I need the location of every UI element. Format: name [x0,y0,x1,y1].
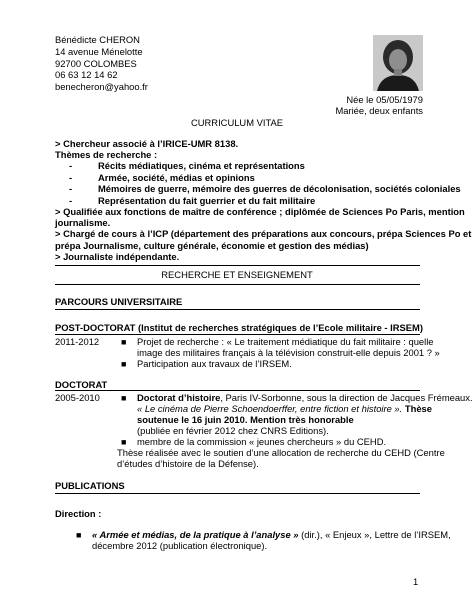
theme-dash: - [69,172,73,183]
theme-item: Armée, société, médias et opinions [98,172,255,183]
postdoc-heading [55,322,423,333]
doctorat-allocation-cont: d’études d’histoire de la Défense). [117,458,259,469]
themes-label: Thèmes de recherche : [55,149,158,160]
postdoc-item1-cont: image des militaires français à la télévision construit-elle depuis 2001 ? » [137,347,440,358]
document-title: CURRICULUM VITAE [190,117,284,128]
bullet-icon: ■ [76,530,82,540]
publication-item [92,529,451,540]
bullet-icon: ■ [121,393,127,403]
section-recherche-title: RECHERCHE ET ENSEIGNEMENT [161,269,313,280]
contact-phone: 06 63 12 14 62 [55,69,118,80]
doctorat-heading: DOCTORAT [55,379,108,390]
birth-date: Née le 05/05/1979 [346,94,423,105]
doctorat-defense: soutenue le 16 juin 2010. Mention très honorable [137,414,354,425]
doctorat-publication: (publiée en février 2012 chez CNRS Editions). [137,425,329,436]
parcours-rule [55,309,420,310]
publications-heading: PUBLICATIONS [55,480,125,491]
doctorat-title: Doctorat d’histoire [137,392,221,403]
postdoc-heading-bold: POST-DOCTORAT [55,322,136,333]
postdoc-years: 2011-2012 [55,336,100,347]
page-number: 1 [413,576,419,587]
summary-icp: > Chargé de cours à l’ICP (département des préparations aux concours, prépa Sciences Po et [55,228,472,239]
publication-date: décembre 2012 (publication électronique). [92,540,268,551]
theme-item: Représentation du fait guerrier et du fait militaire [98,195,316,206]
postdoc-rule [55,334,420,335]
theme-dash: - [69,183,73,194]
postdoc-item2: Participation aux travaux de l’IRSEM. [137,358,292,369]
theme-dash: - [69,160,73,171]
contact-email: benecheron@yahoo.fr [55,81,148,92]
family-status: Mariée, deux enfants [335,105,423,116]
theme-dash: - [69,195,73,206]
doctorat-thesis-title: « Le cinéma de Pierre Schoendoerffer, entre fiction et histoire ». [137,403,403,414]
doctorat-line1 [137,392,473,403]
section-rule-bottom [55,284,420,285]
bullet-icon: ■ [121,359,127,369]
direction-label: Direction : [55,508,102,519]
summary-chercheur: > Chercheur associé à l’IRICE-UMR 8138. [55,138,239,149]
portrait-image [373,35,423,91]
doctorat-line2 [137,403,432,414]
doctorat-commission: membre de la commission « jeunes chercheurs » du CEHD. [137,436,387,447]
doctorat-rule [55,390,420,391]
summary-icp-cont: prépa Journalisme, culture générale, économie et gestion des médias) [55,240,369,251]
theme-item: Mémoires de guerre, mémoire des guerres de décolonisation, sociétés coloniales [98,183,461,194]
bullet-icon: ■ [121,337,127,347]
doctorat-allocation: Thèse réalisée avec le soutien d’une allocation de recherche du CEHD (Centre [117,447,445,458]
bullet-icon: ■ [121,437,127,447]
theme-item: Récits médiatiques, cinéma et représentations [98,160,305,171]
summary-qualif-cont: journalisme. [55,217,111,228]
postdoc-item1: Projet de recherche : « Le traitement médiatique du fait militaire : quelle [137,336,434,347]
summary-journaliste: > Journaliste indépendante. [55,251,180,262]
doctorat-university: , Paris IV-Sorbonne, sous la direction de Jacques Frémeaux. [220,392,473,403]
section-rule-top [55,265,420,266]
publication-title: « Armée et médias, de la pratique à l’analyse » [92,529,299,540]
summary-qualif: > Qualifiée aux fonctions de maître de conférence ; diplômée de Sciences Po Paris, mention [55,206,465,217]
contact-name: Bénédicte CHERON [55,34,140,45]
contact-street: 14 avenue Ménelotte [55,46,143,57]
profile-photo [373,35,423,91]
contact-city: 92700 COLOMBES [55,58,137,69]
doctorat-years: 2005-2010 [55,392,100,403]
publications-rule [55,493,420,494]
publication-details: (dir.), « Enjeux », Lettre de l’IRSEM, [298,529,451,540]
doctorat-these-label: Thèse [402,403,432,414]
postdoc-heading-rest: (Institut de recherches stratégiques de l’Ecole militaire - IRSEM) [135,322,423,333]
parcours-heading: PARCOURS UNIVERSITAIRE [55,296,183,307]
